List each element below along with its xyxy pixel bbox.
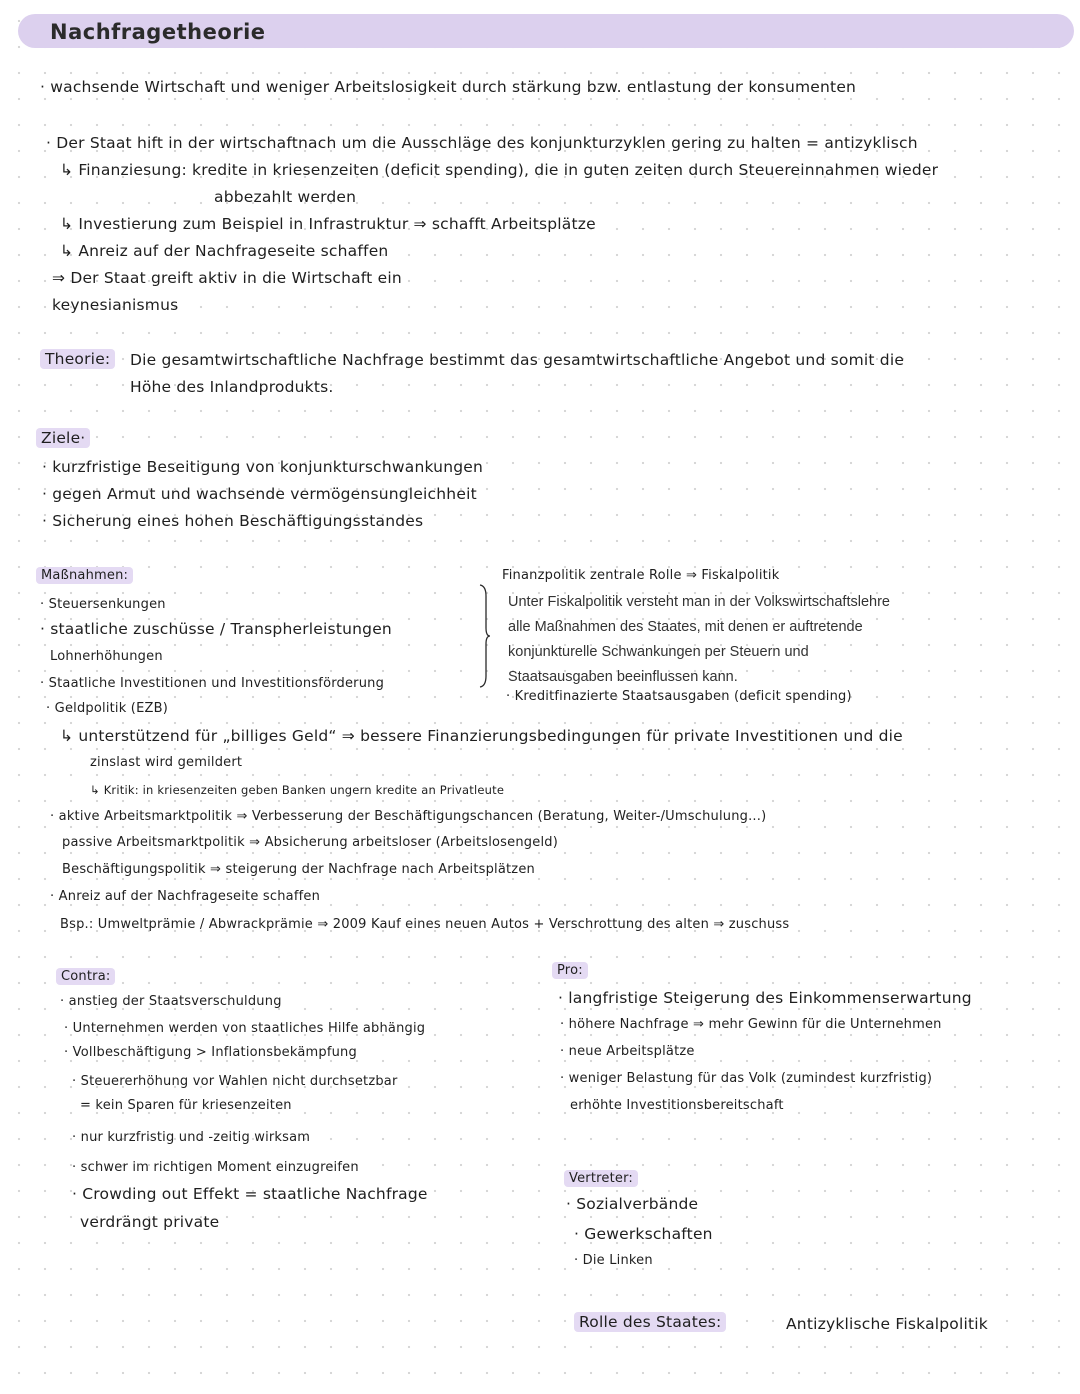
massnahme-11: Beschäftigungspolitik ⇒ steigerung der Nachfrage nach Arbeitsplätzen xyxy=(62,862,535,877)
intro-line: · wachsende Wirtschaft und weniger Arbeitslosigkeit durch stärkung bzw. entlastung der konsumenten xyxy=(40,78,857,96)
massnahme-13: Bsp.: Umweltprämie / Abwrackprämie ⇒ 2009 Kauf eines neuen Autos + Verschrottung des alten ⇒ zuschuss xyxy=(60,917,790,932)
staat-line-2: ↳ Finanziesung: kredite in kriesenzeiten (deficit spending), die in guten zeiten durch Steuereinnahmen wieder xyxy=(60,161,939,179)
pro-label xyxy=(552,962,588,979)
ziele-item-2: · gegen Armut und wachsende vermögensungleichheit xyxy=(42,485,477,503)
contra-item-6: · nur kurzfristig und -zeitig wirksam xyxy=(72,1130,311,1145)
massnahme-6: ↳ unterstützend für „billiges Geld“ ⇒ bessere Finanzierungsbedingungen für private Investitionen und die xyxy=(60,727,903,745)
curly-brace-icon xyxy=(479,584,491,688)
contra-item-9: verdrängt private xyxy=(80,1213,220,1231)
staat-line-6: ⇒ Der Staat greift aktiv in die Wirtschaft ein xyxy=(52,269,402,287)
theorie-label-text: Theorie: xyxy=(40,349,115,369)
fiskal-heading: Finanzpolitik zentrale Rolle ⇒ Fiskalpolitik xyxy=(502,568,780,583)
staat-line-7: keynesianismus xyxy=(52,296,179,314)
fiskal-line-1: Unter Fiskalpolitik versteht man in der Volkswirtschaftslehre xyxy=(508,594,890,610)
page-title: Nachfragetheorie xyxy=(50,20,266,44)
pro-label-text: Pro: xyxy=(552,962,588,979)
rolle-label xyxy=(574,1312,726,1332)
contra-item-1: · anstieg der Staatsverschuldung xyxy=(60,994,282,1009)
vertreter-item-2: · Gewerkschaften xyxy=(574,1225,713,1243)
pro-item-3: · neue Arbeitsplätze xyxy=(560,1044,695,1059)
massnahme-12: · Anreiz auf der Nachfrageseite schaffen xyxy=(50,889,321,904)
contra-item-5: = kein Sparen für kriesenzeiten xyxy=(80,1098,292,1113)
massnahme-5: · Geldpolitik (EZB) xyxy=(46,701,168,716)
contra-item-8: · Crowding out Effekt = staatliche Nachfrage xyxy=(72,1185,428,1203)
contra-item-4: · Steuererhöhung vor Wahlen nicht durchsetzbar xyxy=(72,1074,398,1089)
massnahme-3: Lohnerhöhungen xyxy=(50,649,163,664)
vertreter-label xyxy=(564,1170,638,1187)
rolle-value: Antizyklische Fiskalpolitik xyxy=(786,1315,988,1333)
ziele-label-text: Ziele· xyxy=(36,428,90,448)
contra-item-2: · Unternehmen werden von staatliches Hilfe abhängig xyxy=(64,1021,426,1036)
massnahme-1: · Steuersenkungen xyxy=(40,597,166,612)
staat-line-4: ↳ Investierung zum Beispiel in Infrastruktur ⇒ schafft Arbeitsplätze xyxy=(60,215,596,233)
ziele-item-1: · kurzfristige Beseitigung von konjunkturschwankungen xyxy=(42,458,484,476)
contra-label-text: Contra: xyxy=(56,968,115,985)
theorie-label xyxy=(40,349,115,369)
staat-line-3: abbezahlt werden xyxy=(214,188,357,206)
vertreter-item-1: · Sozialverbände xyxy=(566,1195,699,1213)
theorie-line-1: Die gesamtwirtschaftliche Nachfrage bestimmt das gesamtwirtschaftliche Angebot und somit die xyxy=(130,351,905,369)
contra-item-7: · schwer im richtigen Moment einzugreifen xyxy=(72,1160,359,1175)
contra-label xyxy=(56,968,115,985)
pro-item-2: · höhere Nachfrage ⇒ mehr Gewinn für die Unternehmen xyxy=(560,1017,942,1032)
fiskal-line-4: Staatsausgaben beeinflussen kann. xyxy=(508,669,738,685)
massnahme-8: ↳ Kritik: in kriesenzeiten geben Banken ungern kredite an Privatleute xyxy=(90,783,505,797)
massnahme-2: · staatliche zuschüsse / Transpherleistungen xyxy=(40,620,392,638)
fiskal-line-3: konjunkturelle Schwankungen per Steuern und xyxy=(508,644,809,660)
rolle-label-text: Rolle des Staates: xyxy=(574,1312,726,1332)
massnahme-10: passive Arbeitsmarktpolitik ⇒ Absicherung arbeitsloser (Arbeitslosengeld) xyxy=(62,835,558,850)
massnahme-9: · aktive Arbeitsmarktpolitik ⇒ Verbesserung der Beschäftigungschancen (Beratung, Weiter-/Umschulung...) xyxy=(50,809,767,824)
ziele-label xyxy=(36,428,90,448)
fiskal-line-2: alle Maßnahmen des Staates, mit denen er auftretende xyxy=(508,619,863,635)
massnahmen-label-text: Maßnahmen: xyxy=(36,567,133,584)
vertreter-item-3: · Die Linken xyxy=(574,1253,653,1268)
fiskal-extra: · Kreditfinazierte Staatsausgaben (deficit spending) xyxy=(506,689,852,704)
pro-item-1: · langfristige Steigerung des Einkommenserwartung xyxy=(558,989,972,1007)
massnahme-7: zinslast wird gemildert xyxy=(90,755,243,770)
theorie-line-2: Höhe des Inlandprodukts. xyxy=(130,378,334,396)
pro-item-5: erhöhte Investitionsbereitschaft xyxy=(570,1098,784,1113)
massnahme-4: · Staatliche Investitionen und Investitionsförderung xyxy=(40,676,385,691)
massnahmen-label xyxy=(36,567,133,584)
pro-item-4: · weniger Belastung für das Volk (zumindest kurzfristig) xyxy=(560,1071,933,1086)
staat-line-1: · Der Staat hift in der wirtschaftnach um die Ausschläge des konjunkturzyklen gering zu halten = antizyklisch xyxy=(46,134,918,152)
staat-line-5: ↳ Anreiz auf der Nachfrageseite schaffen xyxy=(60,242,389,260)
contra-item-3: · Vollbeschäftigung > Inflationsbekämpfung xyxy=(64,1045,357,1060)
ziele-item-3: · Sicherung eines hohen Beschäftigungsstandes xyxy=(42,512,424,530)
vertreter-label-text: Vertreter: xyxy=(564,1170,638,1187)
